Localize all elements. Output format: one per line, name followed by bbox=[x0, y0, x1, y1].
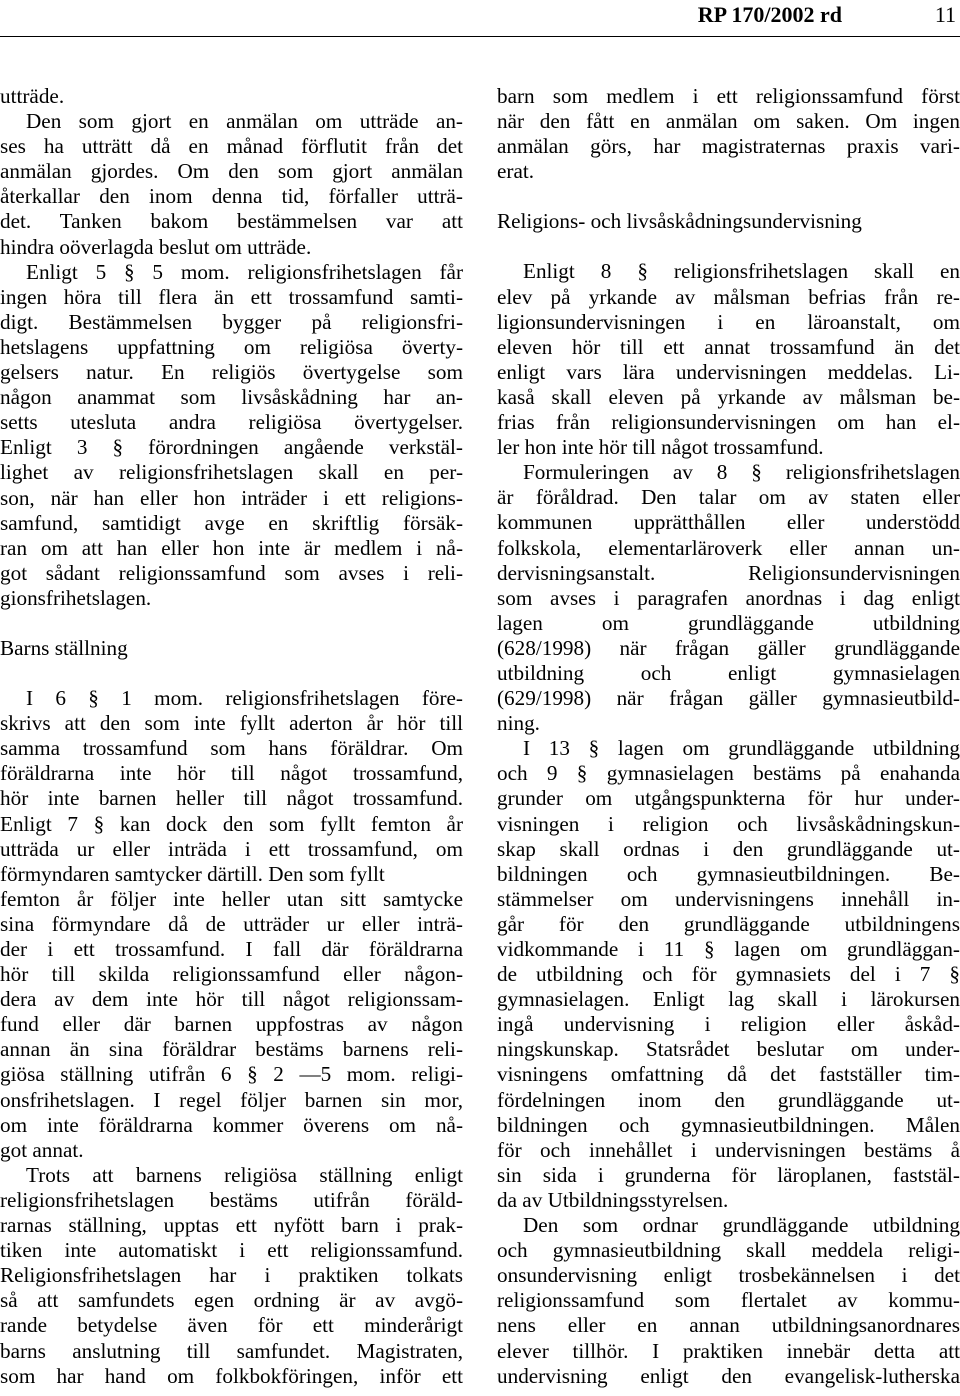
text-line: tiken inte automatiskt i ett religionssamfund. bbox=[0, 1238, 463, 1263]
text-line: der i ett trossamfund. I fall där föräldrarna bbox=[0, 937, 463, 961]
text-line: vidkommande i 11 § lagen om grundläggan- bbox=[497, 937, 960, 961]
text-line: son, när han eller hon inträder i ett religions- bbox=[0, 485, 463, 510]
page-number: 11 bbox=[934, 2, 956, 27]
text-line: går för den grundläggande utbildningens bbox=[497, 911, 960, 936]
text-line: och 9 § gymnasielagen bestäms på enahanda bbox=[497, 761, 960, 786]
text-line: bildningen och gymnasieutbildningen. Be- bbox=[497, 861, 960, 886]
text-line: så att samfundets egen ordning är av avgö- bbox=[0, 1288, 463, 1313]
text-line: dera av dem inte hör till något religionssam- bbox=[0, 987, 463, 1012]
text-line: Formuleringen av 8 § religionsfrihetslagen bbox=[523, 460, 960, 485]
paragraph-gap bbox=[497, 234, 960, 259]
text-line: visningen i religion och livsåskådningskun- bbox=[497, 811, 960, 836]
text-line: (628/1998) när frågan gäller grundläggande bbox=[497, 635, 960, 660]
text-line: ningskunskap. Statsrådet beslutar om under- bbox=[497, 1037, 960, 1062]
text-line: onsfrihetslagen. I regel följer barnen sin mor, bbox=[0, 1087, 463, 1112]
text-line: rarnas ställning, upptas ett nyfött barn i prak- bbox=[0, 1213, 463, 1238]
text-line: Religionsfrihetslagen har i praktiken tolkats bbox=[0, 1263, 463, 1288]
text-line: erat. bbox=[497, 159, 535, 184]
text-line: för och innehållet i undervisningen bestäms å bbox=[497, 1137, 960, 1162]
header-rule bbox=[0, 36, 960, 37]
text-line: Enligt 5 § 5 mom. religionsfrihetslagen får bbox=[26, 259, 463, 284]
text-line: kaså skall eleven på yrkande av målsman be- bbox=[497, 384, 960, 409]
text-line: ligionsundervisningen i en läroanstalt, om bbox=[497, 309, 960, 334]
text-line: de utbildning och för gymnasiets del i 7 § bbox=[497, 962, 960, 987]
text-line: dervisningsanstalt. Religionsundervisningen bbox=[497, 560, 960, 585]
text-line: Den som gjort en anmälan om utträde an- bbox=[26, 109, 463, 134]
text-line: lagen om grundläggande utbildning bbox=[497, 610, 960, 635]
text-line: onsundervisning enligt trosbekännelsen i det bbox=[497, 1263, 960, 1288]
text-line: bildningen och gymnasieutbildningen. Målen bbox=[497, 1112, 960, 1137]
text-line: om inte föräldrarna kommer överens om nå- bbox=[0, 1112, 463, 1137]
text-line: Enligt 7 § kan dock den som fyllt femton år bbox=[0, 811, 463, 836]
text-line: utträde. bbox=[0, 84, 65, 108]
text-line: lighet av religionsfrihetslagen skall en per- bbox=[0, 460, 463, 485]
text-line: nens eller en annan utbildningsanordnares bbox=[497, 1313, 960, 1338]
text-line: femton år följer inte heller utan sitt samtycke bbox=[0, 886, 463, 911]
text-line: ning. bbox=[497, 711, 540, 736]
text-line: annan än sina föräldrar bestäms barnens reli- bbox=[0, 1037, 463, 1062]
text-line: anmälan görs, har magistraternas praxis vari- bbox=[497, 134, 960, 159]
text-line: fund eller där barnen uppfostras av någon bbox=[0, 1012, 463, 1037]
paragraph-gap bbox=[0, 611, 463, 636]
text-line: Enligt 3 § förordningen angående verkstäl- bbox=[0, 435, 463, 460]
page-header bbox=[0, 0, 960, 40]
left-text-column bbox=[0, 84, 463, 1389]
text-line: Den som ordnar grundläggande utbildning bbox=[523, 1213, 960, 1238]
paragraph-gap bbox=[0, 661, 463, 686]
text-line: ses ha utträtt då en månad förflutit från det bbox=[0, 134, 463, 159]
text-line: när den fått en anmälan om saken. Om ingen bbox=[497, 109, 960, 134]
text-line: samfund, samtidigt avge en skriftlig försäk- bbox=[0, 510, 463, 535]
text-line: skap skall ordnas i den grundläggande ut- bbox=[497, 836, 960, 861]
text-line: religionsfrihetslagen bestäms utifrån föräld- bbox=[0, 1187, 463, 1212]
text-line: giösa ställning utifrån 6 § 2 —5 mom. religi- bbox=[0, 1062, 463, 1087]
text-line: ingå undervisning i religion eller åskåd- bbox=[497, 1012, 960, 1037]
text-line: fördelningen inom den grundläggande ut- bbox=[497, 1087, 960, 1112]
right-text-column bbox=[497, 84, 960, 1389]
text-line: eleven hör till ett annat trossamfund än det bbox=[497, 334, 960, 359]
text-line: I 13 § lagen om grundläggande utbildning bbox=[523, 736, 960, 761]
text-line: hetslagens uppfattning om religiösa överty- bbox=[0, 334, 463, 359]
text-line: got sådant religionssamfund som avses i reli- bbox=[0, 560, 463, 585]
text-line: religionssamfund som flertalet av kommu- bbox=[497, 1288, 960, 1313]
text-line: digt. Bestämmelsen bygger på religionsfri- bbox=[0, 309, 463, 334]
text-line: Trots att barnens religiösa ställning enligt bbox=[26, 1162, 463, 1187]
text-line: och gymnasieutbildning skall meddela religi- bbox=[497, 1238, 960, 1263]
text-line: frias från religionsundervisningen om han el- bbox=[497, 410, 960, 435]
text-line: hör inte barnen heller till något trossamfund. bbox=[0, 786, 463, 811]
text-line: återkallar den inom denna tid, förfaller utträ- bbox=[0, 184, 463, 209]
text-line: got annat. bbox=[0, 1137, 84, 1162]
text-line: utbildning och enligt gymnasielagen bbox=[497, 660, 960, 685]
text-line: föräldrarna inte hör till något trossamfund, bbox=[0, 761, 463, 786]
text-line: setts utesluta andra religiösa övertygelser. bbox=[0, 410, 463, 435]
text-line: gymnasielagen. Enligt lag skall i lärokursen bbox=[497, 987, 960, 1012]
text-line: visningens omfattning då det fastställer tim- bbox=[497, 1062, 960, 1087]
text-line: anmälan gjordes. Om den som gjort anmälan bbox=[0, 159, 463, 184]
text-line: ingen höra till flera än ett trossamfund samti- bbox=[0, 284, 463, 309]
text-line: stämmelser om undervisningens innehåll in- bbox=[497, 886, 960, 911]
text-line: ran om att han eller hon inte är medlem i nå- bbox=[0, 535, 463, 560]
text-line: sin sida i grunderna för läroplanen, faststäl- bbox=[497, 1162, 960, 1187]
text-line: utträda ur eller inträda i ett trossamfund, om bbox=[0, 836, 463, 861]
text-line: hindra oöverlagda beslut om utträde. bbox=[0, 234, 312, 259]
text-line: sina förmyndare då de utträder ur eller inträ- bbox=[0, 911, 463, 936]
section-heading: Barns ställning bbox=[0, 635, 128, 660]
document-id: RP 170/2002 rd bbox=[697, 2, 842, 27]
text-line: enligt vars lära undervisningen meddelas. Li- bbox=[497, 359, 960, 384]
text-line: Enligt 8 § religionsfrihetslagen skall en bbox=[523, 259, 960, 284]
text-line: gionsfrihetslagen. bbox=[0, 585, 152, 610]
text-line: grunder om utgångspunkterna för hur under- bbox=[497, 786, 960, 811]
text-line: kommunen upprätthållen eller understödd bbox=[497, 510, 960, 535]
text-line: elever tillhör. I praktiken innebär detta att bbox=[497, 1338, 960, 1363]
paragraph-gap bbox=[497, 184, 960, 209]
text-line: barns anslutning till samfundet. Magistraten, bbox=[0, 1338, 463, 1363]
text-line: hör till skilda religionssamfund eller någon- bbox=[0, 962, 463, 987]
text-line: barn som medlem i ett religionssamfund först bbox=[497, 84, 960, 108]
text-line: da av Utbildningsstyrelsen. bbox=[497, 1187, 729, 1212]
text-line: som avses i paragrafen anordnas i dag enligt bbox=[497, 585, 960, 610]
text-line: samma trossamfund som hans föräldrar. Om bbox=[0, 736, 463, 761]
text-line: rande betydelse även för ett minderårigt bbox=[0, 1313, 463, 1338]
text-line: det. Tanken bakom bestämmelsen var att bbox=[0, 209, 463, 234]
text-line: någon anammat som livsåskådning har an- bbox=[0, 385, 463, 410]
text-line: undervisning enligt den evangelisk-lutherska bbox=[497, 1363, 960, 1388]
text-line: I 6 § 1 mom. religionsfrihetslagen före- bbox=[26, 686, 463, 711]
text-line: som har hand om folkbokföringen, inför ett bbox=[0, 1363, 463, 1388]
section-heading: Religions- och livsåskådningsundervisning bbox=[497, 209, 862, 234]
text-line: förmyndaren samtycker därtill. Den som fyllt bbox=[0, 861, 385, 886]
text-line: gelsers natur. En religiös övertygelse som bbox=[0, 360, 463, 385]
text-line: elev på yrkande av målsman befrias från re- bbox=[497, 284, 960, 309]
text-line: (629/1998) när frågan gäller gymnasieutbild- bbox=[497, 686, 960, 711]
text-line: ler hon inte hör till något trossamfund. bbox=[497, 435, 824, 460]
text-line: folkskola, elementarläroverk eller annan un- bbox=[497, 535, 960, 560]
text-line: är föråldrad. Den talar om av staten eller bbox=[497, 485, 960, 510]
text-line: skrivs att den som inte fyllt aderton år hör till bbox=[0, 711, 463, 736]
